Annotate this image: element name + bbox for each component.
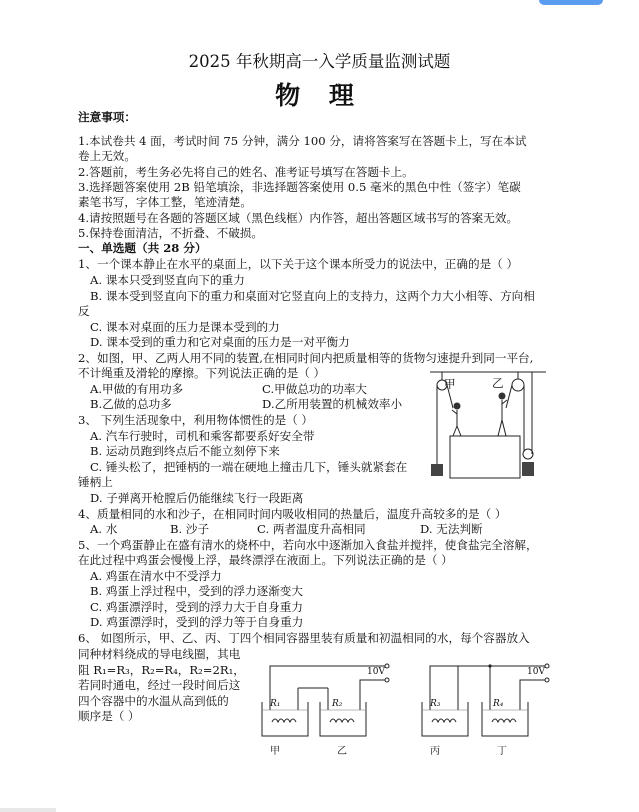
note-line: 卷上无效。 xyxy=(78,149,136,163)
section-heading: 一、单选题（共 28 分） xyxy=(78,241,207,255)
q1-stem: 1、一个课本静止在水平的桌面上，以下关于这个课本所受力的说法中，正确的是（ ） xyxy=(78,257,519,271)
q2-stem: 2、如图，甲、乙两人用不同的装置,在相同时间内把质量相等的货物匀速提升到同一平台, xyxy=(78,351,534,365)
subject-title: 物 理 xyxy=(275,81,364,110)
container-label-jia: 甲 xyxy=(270,746,280,757)
figure-label-yi: 乙 xyxy=(492,376,504,390)
voltage-label-right: 10V xyxy=(527,667,545,677)
note-line: 3.选择题答案使用 2B 铅笔填涂，非选择题答案使用 0.5 毫米的黑色中性（签字）笔碳 xyxy=(78,180,521,194)
note-line: 2.答题前，考生务必先将自己的姓名、准考证号填写在答题卡上。 xyxy=(78,165,414,179)
notes-heading: 注意事项： xyxy=(78,110,136,124)
container-label-bing: 丙 xyxy=(430,746,440,757)
note-line: 5.保持卷面清洁，不折叠、不破损。 xyxy=(78,226,263,240)
q2-option-d: D.乙所用装置的机械效率小 xyxy=(262,397,403,411)
q4-option-b: B. 沙子 xyxy=(170,522,210,536)
q5-option-b: B. 鸡蛋上浮过程中，受到的浮力逐渐变大 xyxy=(90,584,303,598)
q1-option-d: D. 课本受到的重力和它对桌面的压力是一对平衡力 xyxy=(90,335,350,349)
q1-option-b-cont: 反 xyxy=(78,304,90,318)
q3-option-b: B. 运动员跑到终点后不能立刻停下来 xyxy=(90,444,280,458)
resistor-label: R₂ xyxy=(332,699,343,709)
q5-option-a: A. 鸡蛋在清水中不受浮力 xyxy=(90,569,222,583)
bottom-scrollbar[interactable] xyxy=(0,808,56,812)
q3-option-d: D. 子弹离开枪膛后仍能继续飞行一段距离 xyxy=(90,491,304,505)
q5-option-c: C. 鸡蛋漂浮时，受到的浮力大于自身重力 xyxy=(90,600,303,614)
q1-option-a: A. 课本只受到竖直向下的重力 xyxy=(90,273,245,287)
q2-option-a: A.甲做的有用功多 xyxy=(90,382,184,396)
note-line: 4.请按照题号在各题的答题区域（黑色线框）内作答，超出答题区域书写的答案无效。 xyxy=(78,211,519,225)
resistor-label: R₁ xyxy=(270,699,281,709)
scroll-indicator xyxy=(539,0,603,5)
resistor-label: R₄ xyxy=(493,699,504,709)
q5-stem-cont: 在此过程中鸡蛋会慢慢上浮，最终漂浮在液面上。下列说法正确的是（ ） xyxy=(78,553,453,567)
q3-option-c: C. 锤头松了，把锤柄的一端在硬地上撞击几下，锤头就紧套在 xyxy=(90,460,408,474)
q6-stem: 6、 如图所示，甲、乙、丙、丁四个相同容器里装有质量和初温相同的水，每个容器放入 xyxy=(78,631,530,645)
pulley-figure xyxy=(420,368,550,480)
q2-option-c: C.甲做总功的功率大 xyxy=(262,382,367,396)
q4-stem: 4、质量相同的水和沙子，在相同时间内吸收相同的热量后，温度升高较多的是（ ） xyxy=(78,507,507,521)
voltage-label-left: 10V xyxy=(367,667,385,677)
figure-label-jia: 甲 xyxy=(444,377,456,391)
exam-title: 2025 年秋期高一入学质量监测试题 xyxy=(188,52,451,71)
q1-option-b: B. 课本受到竖直向下的重力和桌面对它竖直向上的支持力，这两个力大小相等、方向相 xyxy=(90,289,535,303)
q6-stem-cont: 阻 R₁=R₃，R₂=R₄，R₂=2R₁， xyxy=(78,663,245,677)
q3-stem: 3、 下列生活现象中，利用物体惯性的是（ ） xyxy=(78,413,314,427)
q6-stem-cont: 顺序是（ ） xyxy=(78,709,140,723)
container-label-yi: 乙 xyxy=(337,746,347,757)
q4-option-c: C. 两者温度升高相同 xyxy=(257,522,366,536)
q1-option-c: C. 课本对桌面的压力是课本受到的力 xyxy=(90,320,280,334)
q2-stem-cont: 不计绳重及滑轮的摩擦。下列说法正确的是（ ） xyxy=(78,366,326,380)
q4-option-d: D. 无法判断 xyxy=(420,522,483,536)
q6-stem-cont: 四个容器中的水温从高到低的 xyxy=(78,694,229,708)
q3-option-c-cont: 锤柄上 xyxy=(78,475,113,489)
note-line: 1.本试卷共 4 面，考试时间 75 分钟，满分 100 分，请将答案写在答题卡上，写在本试 xyxy=(78,134,527,148)
container-label-ding: 丁 xyxy=(497,746,507,757)
q2-option-b: B.乙做的总功多 xyxy=(90,397,172,411)
q6-stem-cont: 同种材料绕成的导电线圈，其电 xyxy=(78,647,241,661)
q6-stem-cont: 若同时通电，经过一段时间后这 xyxy=(78,678,241,692)
q5-stem: 5、一个鸡蛋静止在盛有清水的烧杯中，若向水中逐渐加入食盐并搅拌，使食盐完全溶解， xyxy=(78,538,538,552)
circuit-figure xyxy=(250,658,560,748)
resistor-label: R₃ xyxy=(430,699,441,709)
note-line: 素笔书写，字体工整，笔迹清楚。 xyxy=(78,195,252,209)
q3-option-a: A. 汽车行驶时，司机和乘客都要系好安全带 xyxy=(90,429,315,443)
q5-option-d: D. 鸡蛋漂浮时，受到的浮力等于自身重力 xyxy=(90,615,304,629)
q4-option-a: A. 水 xyxy=(90,522,118,536)
